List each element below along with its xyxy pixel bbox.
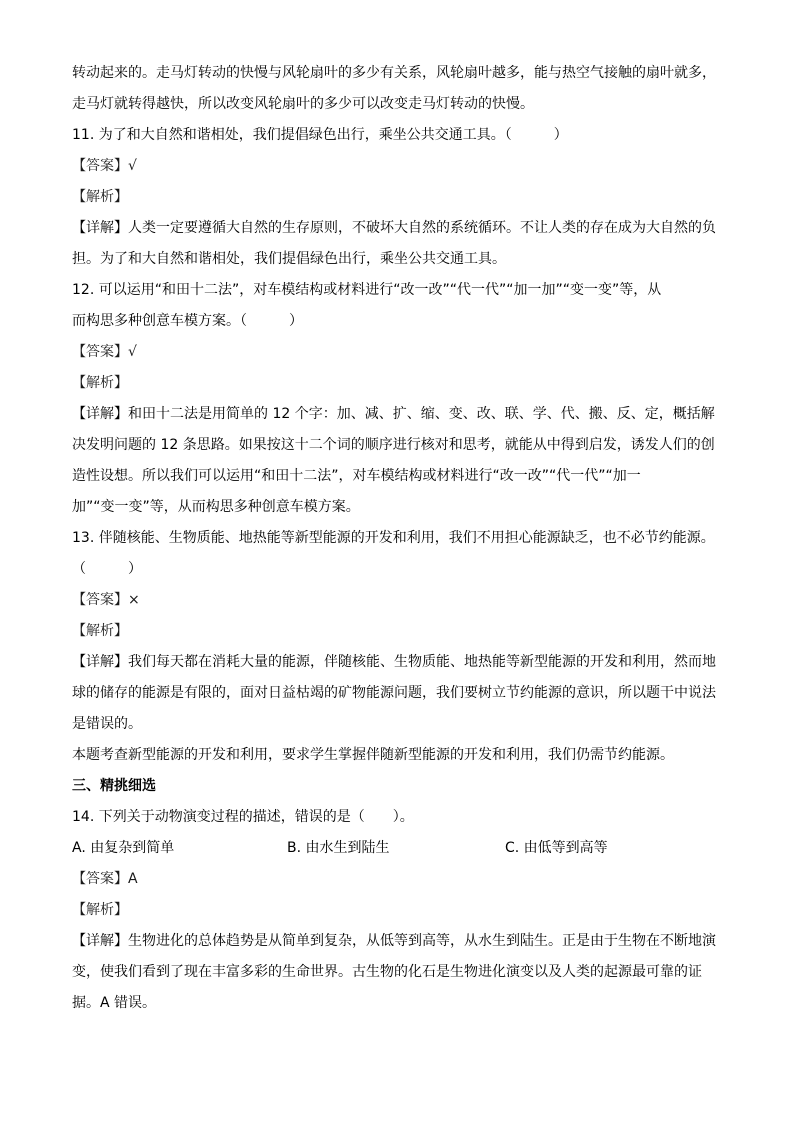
line: 本题考查新型能源的开发和利用，要求学生掌握伴随新型能源的开发和利用，我们仍需节约能源。	[72, 747, 674, 763]
answer-label: 【答案】×	[72, 592, 140, 608]
question-11: 11. 为了和大自然和谐相处，我们提倡绿色出行，乘坐公共交通工具。（ ）	[72, 127, 568, 143]
line: 造性设想。所以我们可以运用“和田十二法”，对车模结构或材料进行“改一改”“代一代”“加一	[72, 468, 641, 484]
answer-label: 【答案】A	[72, 871, 138, 887]
line: 担。为了和大自然和谐相处，我们提倡绿色出行，乘坐公共交通工具。	[72, 251, 506, 267]
line: （ ）	[72, 561, 142, 577]
line: 【详解】人类一定要遵循大自然的生存原则，不破坏大自然的系统循环。不让人类的存在成为大自然的负	[72, 220, 716, 236]
line: 据。A 错误。	[72, 995, 157, 1011]
line: 走马灯就转得越快，所以改变风轮扇叶的多少可以改变走马灯转动的快慢。	[72, 96, 534, 112]
line: 变，使我们看到了现在丰富多彩的生命世界。古生物的化石是生物进化演变以及人类的起源最可靠的证	[72, 964, 702, 980]
question-14: 14. 下列关于动物演变过程的描述，错误的是（ ）。	[72, 809, 414, 825]
answer-label: 【答案】√	[72, 344, 137, 360]
answer-label: 【答案】√	[72, 158, 137, 174]
option-b: B. 由水生到陆生	[287, 840, 390, 856]
line: 转动起来的。走马灯转动的快慢与风轮扇叶的多少有关系，风轮扇叶越多，能与热空气接触的扇叶就多，	[72, 65, 716, 81]
question-12: 12. 可以运用“和田十二法”，对车模结构或材料进行“改一改”“代一代”“加一加”“变一变”等，从	[72, 282, 662, 298]
option-c: C. 由低等到高等	[505, 840, 608, 856]
option-a: A. 由复杂到简单	[72, 840, 175, 856]
line: 而构思多种创意车模方案。（ ）	[72, 313, 303, 329]
line: 是错误的。	[72, 716, 142, 732]
analysis-label: 【解析】	[72, 902, 128, 918]
line: 【详解】我们每天都在消耗大量的能源，伴随核能、生物质能、地热能等新型能源的开发和利用，然而地	[72, 654, 716, 670]
question-13: 13. 伴随核能、生物质能、地热能等新型能源的开发和利用，我们不用担心能源缺乏，也不必节约能源。	[72, 530, 715, 546]
line: 【详解】生物进化的总体趋势是从简单到复杂，从低等到高等，从水生到陆生。正是由于生物在不断地演	[72, 933, 716, 949]
line: 球的储存的能源是有限的，面对日益枯竭的矿物能源问题，我们要树立节约能源的意识，所以题干中说法	[72, 685, 716, 701]
line: 决发明问题的 12 条思路。如果按这十二个词的顺序进行核对和思考，就能从中得到启发，诱发人们的创	[72, 437, 715, 453]
analysis-label: 【解析】	[72, 189, 128, 205]
analysis-label: 【解析】	[72, 375, 128, 391]
section-heading: 三、精挑细选	[72, 778, 156, 794]
options-row	[72, 833, 724, 864]
line: 【详解】和田十二法是用简单的 12 个字：加、减、扩、缩、变、改、联、学、代、搬、反、定，概括解	[72, 406, 715, 422]
analysis-label: 【解析】	[72, 623, 128, 639]
line: 加”“变一变”等，从而构思多种创意车模方案。	[72, 499, 360, 515]
